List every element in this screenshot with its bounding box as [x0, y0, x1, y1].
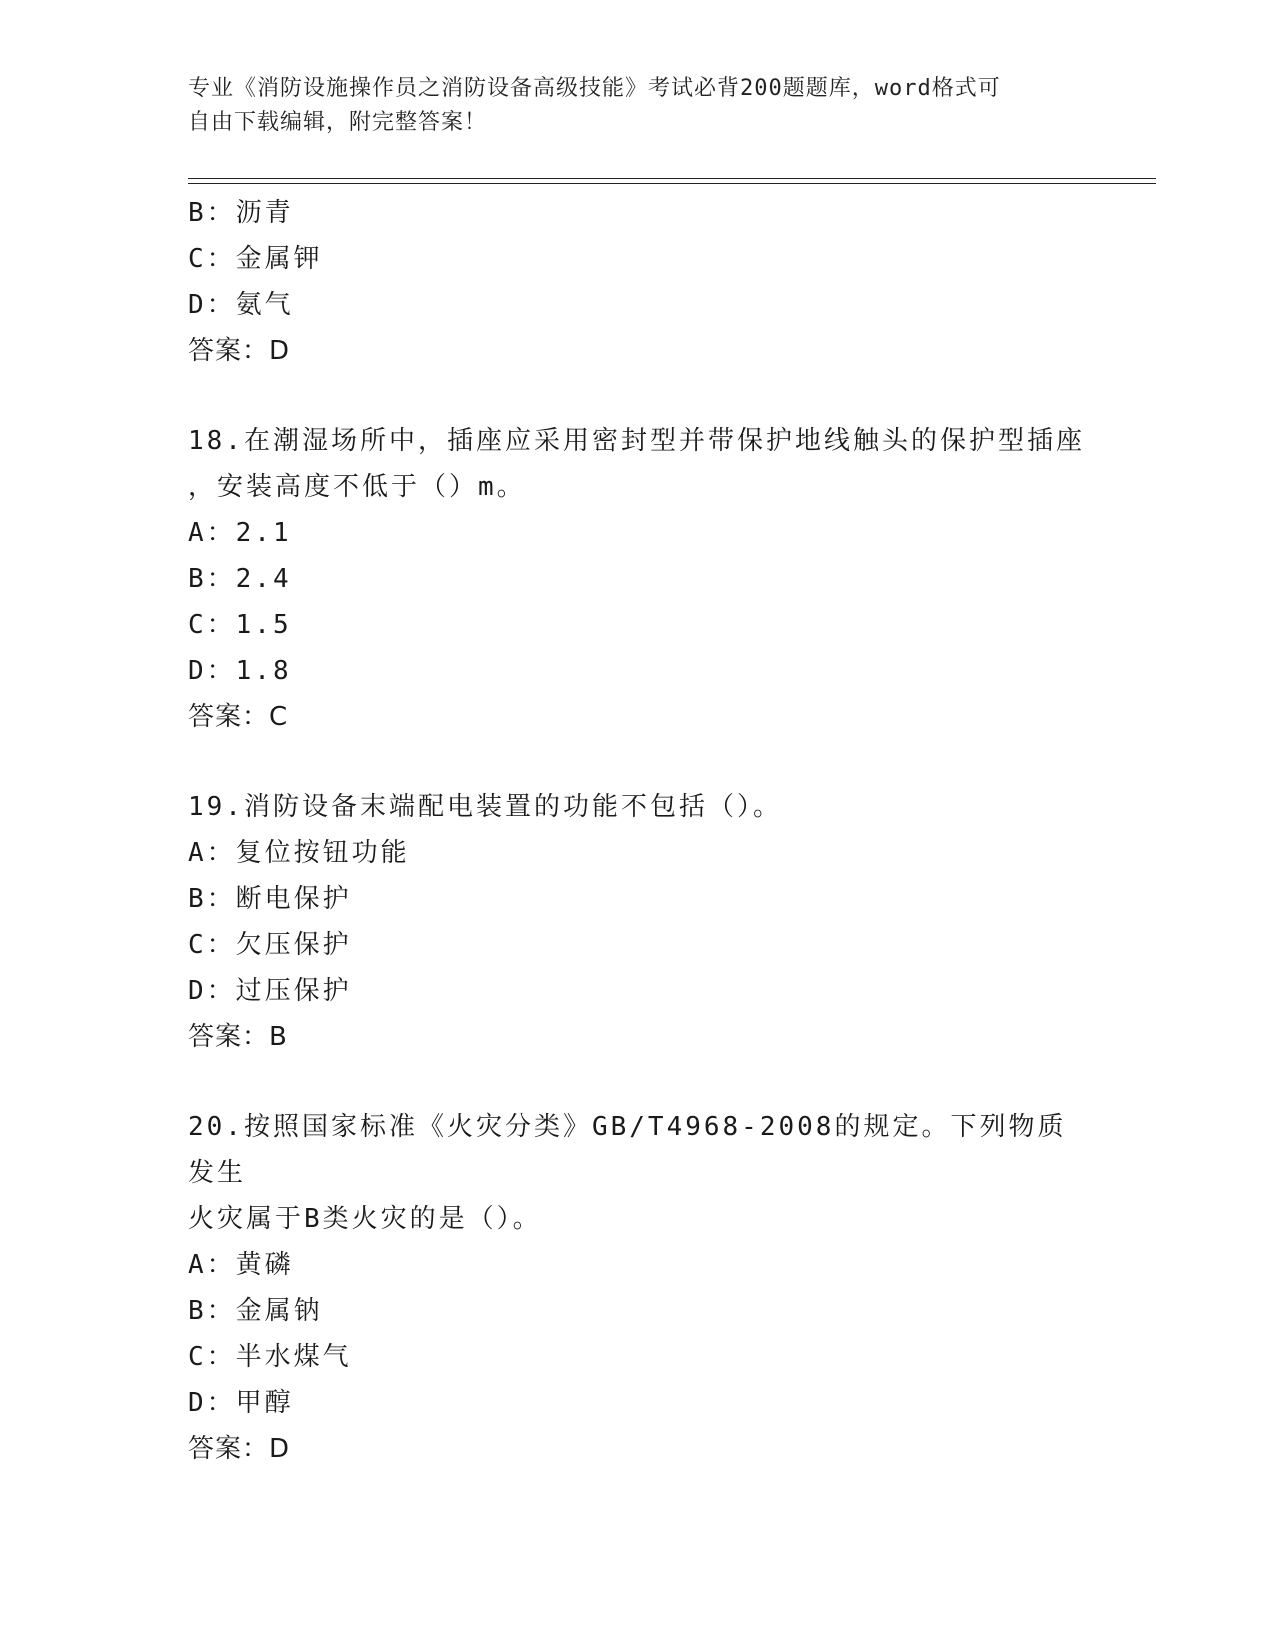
option-d: D：氨气: [188, 290, 294, 320]
question-20: [188, 1104, 1088, 1472]
option-b: B：断电保护: [188, 884, 352, 914]
header-line-1: 专业《消防设施操作员之消防设备高级技能》考试必背200题题库，word格式可: [188, 76, 1001, 101]
option-c: C：欠压保护: [188, 930, 352, 960]
option-b: B：2.4: [188, 564, 292, 594]
question-list: [188, 190, 1088, 1472]
option-c: C：1.5: [188, 610, 292, 640]
question-text-line-1: 18.在潮湿场所中，插座应采用密封型并带保护地线触头的保护型插座: [188, 426, 1085, 456]
option-a: A：2.1: [188, 518, 292, 548]
question-17-tail: [188, 190, 1088, 374]
question-text-line-2: 火灾属于B类火灾的是（）。: [188, 1204, 542, 1234]
question-text-line-1: 19.消防设备末端配电装置的功能不包括（）。: [188, 792, 782, 822]
question-text: [188, 1104, 1088, 1242]
header-divider-bottom: [188, 183, 1156, 184]
answer-line: 答案：D: [188, 336, 291, 366]
header-line-2: 自由下载编辑，附完整答案！: [188, 110, 488, 135]
answer-line: 答案：D: [188, 1434, 291, 1464]
header-divider-top: [188, 178, 1156, 179]
document-header: [188, 72, 1068, 140]
question-text-line-2: ，安装高度不低于（）m。: [188, 472, 526, 502]
question-text: [188, 784, 1088, 830]
option-b: B：沥青: [188, 198, 294, 228]
spacer: [188, 740, 1088, 784]
option-a: A：复位按钮功能: [188, 838, 410, 868]
question-18: [188, 418, 1088, 740]
option-d: D：过压保护: [188, 976, 352, 1006]
option-c: C：半水煤气: [188, 1342, 352, 1372]
option-b: B：金属钠: [188, 1296, 323, 1326]
question-19: [188, 784, 1088, 1060]
question-text: [188, 418, 1088, 510]
spacer: [188, 374, 1088, 418]
answer-line: 答案：B: [188, 1022, 288, 1052]
option-d: D：甲醇: [188, 1388, 294, 1418]
option-c: C：金属钾: [188, 244, 323, 274]
option-a: A：黄磷: [188, 1250, 294, 1280]
spacer: [188, 1060, 1088, 1104]
answer-line: 答案：C: [188, 702, 289, 732]
question-text-line-1: 20.按照国家标准《火灾分类》GB/T4968-2008的规定。下列物质发生: [188, 1112, 1067, 1188]
option-d: D：1.8: [188, 656, 292, 686]
